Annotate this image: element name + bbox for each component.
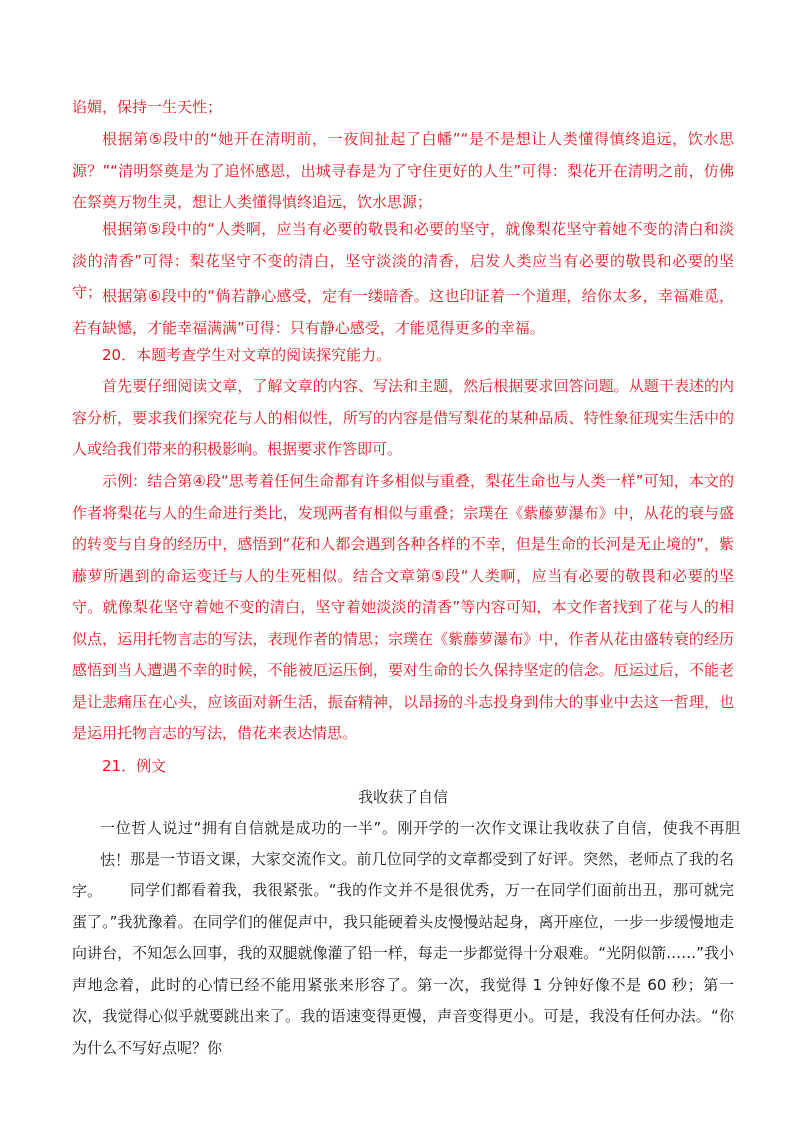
question-21-heading: 21．例文: [102, 757, 167, 775]
answer-paragraph-1: 谄媚，保持一生天性；: [72, 98, 223, 116]
essay-title: 我收获了自信: [357, 788, 448, 806]
answer-paragraph-6: 示例：结合第④段“思考着任何生命都有许多相似与重叠，梨花生命也与人类一样”可知，本文的作者将梨花与人的生命进行类比，发现两者有相似与重叠；宗璞在《紫藤萝瀑布》中，从花的衰与盛的转变与自身的经历中，感悟到“花和人都会遇到各种各样的不幸，但是生命的长河是无止境的”，紫藤萝所遇到的命运变迁与人的生死相似。结合文章第⑤段“人类啊，应当有必要的敬畏和必要的坚守。就像梨花坚守着她不变的清白，坚守着她淡淡的清香”等内容可知，本文作者找到了花与人的相似点，运用托物言志的写法，表现作者的情思；宗璞在《紫藤萝瀑布》中，作者从花由盛转衰的经历感悟到当人遭遇不幸的时候，不能被厄运压倒，要对生命的长久保持坚定的信念。厄运过后，不能老是让悲痛压在心头，应该面对新生活，振奋精神，以昂扬的斗志投身到伟大的事业中去这一哲理，也是运用托物言志的写法，借花来表达情思。: [72, 472, 734, 742]
answer-paragraph-3: 根据第⑤段中的“人类啊，应当有必要的敬畏和必要的坚守，就像梨花坚守着她不变的清白和淡淡的清香”可得：梨花坚守不变的清白，坚守淡淡的清香，启发人类应当有必要的敬畏和必要的坚守；: [72, 220, 734, 301]
essay-paragraph-3: 同学们都看着我，我很紧张。“我的作文并不是很优秀，万一在同学们面前出丑，那可就完蛋了。”我犹豫着。在同学们的催促声中，我只能硬着头皮慢慢站起身，离开座位，一步一步缓慢地走向讲台，不知怎么回事，我的双腿就像灌了铅一样，每走一步都觉得十分艰难。“光阴似箭……”我小声地念着，此时的心情已经不能用紧张来形容了。第一次，我觉得 1 分钟好像不是 60 秒；第一次，我觉得心似乎就要跳出来了。我的语速变得更慢，声音变得更小。可是，我没有任何办法。“你为什么不写好点呢？你: [72, 881, 734, 1057]
question-20-heading: 20．本题考查学生对文章的阅读探究能力。: [102, 346, 392, 364]
essay-paragraph-2: 那是一节语文课，大家交流作文。前几位同学的文章都受到了好评。突然，老师点了我的名字。: [72, 850, 734, 900]
answer-paragraph-2: 根据第⑤段中的“她开在清明前，一夜间扯起了白幡”“是不是想让人类懂得慎终追远，饮水思源？”“清明祭奠是为了追怀感恩，出城寻春是为了守住更好的人生”可得：梨花开在清明之前，仿佛在祭奠万物生灵，想让人类懂得慎终追远，饮水思源；: [72, 130, 734, 211]
essay-paragraph-1: 一位哲人说过“拥有自信就是成功的一半”。刚开学的一次作文课让我收获了自信，使我不再胆怯！: [100, 819, 740, 869]
answer-paragraph-4: 根据第⑥段中的“倘若静心感受，定有一缕暗香。这也印证着一个道理，给你太多，幸福难觅，若有缺憾，才能幸福满满”可得：只有静心感受，才能觅得更多的幸福。: [72, 287, 734, 337]
answer-paragraph-5: 首先要仔细阅读文章，了解文章的内容、写法和主题，然后根据要求回答问题。从题干表述的内容分析，要求我们探究花与人的相似性，所写的内容是借写梨花的某种品质、特性象征现实生活中的人或给我们带来的积极影响。根据要求作答即可。: [72, 377, 734, 458]
